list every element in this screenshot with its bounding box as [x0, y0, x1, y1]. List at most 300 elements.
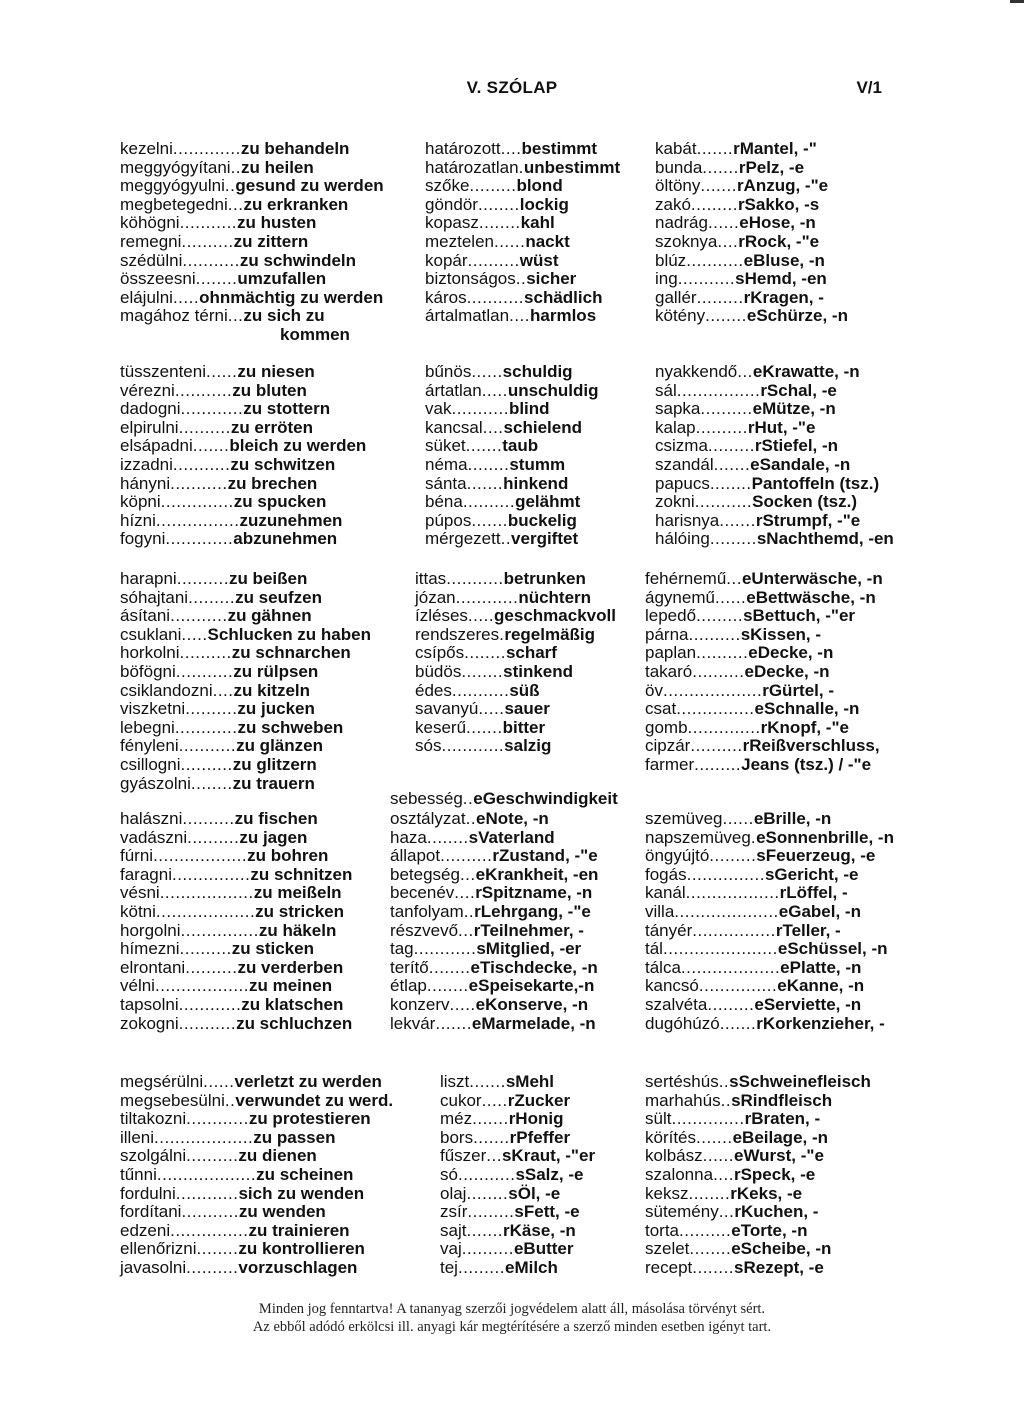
vocab-entry	[390, 866, 598, 885]
german-translation: rSchal, -e	[760, 380, 837, 400]
leader-dots: ....	[713, 1164, 734, 1184]
vocab-entry	[390, 810, 598, 829]
german-translation: eBettwäsche, -n	[746, 587, 876, 607]
leader-dots: ............	[180, 399, 244, 419]
leader-dots: ......	[722, 809, 754, 828]
hungarian-word: édes	[415, 680, 452, 700]
leader-dots: ........	[461, 661, 504, 681]
vocab-entry	[645, 1092, 871, 1111]
german-translation: rBraten, -	[744, 1109, 821, 1129]
leader-dots: ..........	[186, 1146, 239, 1166]
german-translation: zu brechen	[227, 473, 318, 493]
german-translation: eMütze, -n	[752, 399, 836, 419]
vocab-entry	[645, 1203, 871, 1222]
german-translation: schädlich	[524, 287, 603, 307]
german-translation: zu spucken	[233, 492, 327, 512]
leader-dots: .....	[181, 624, 208, 644]
hungarian-word: káros	[425, 287, 467, 307]
german-translation: sicher	[526, 269, 577, 289]
hungarian-word: szelet	[645, 1239, 690, 1259]
leader-dots: ...........	[181, 1202, 239, 1222]
hungarian-word: tüsszenteni	[120, 362, 206, 381]
leader-dots: ..................	[159, 883, 254, 903]
hungarian-word: vérezni	[120, 380, 175, 400]
leader-dots: ..........	[176, 569, 229, 588]
german-translation: zu bohren	[247, 846, 329, 866]
hungarian-word: ittas	[415, 569, 447, 588]
leader-dots: ...	[227, 194, 244, 214]
hungarian-word: tapsolni	[120, 994, 179, 1014]
vocab-entry	[425, 196, 620, 215]
vocab-entry	[390, 959, 598, 978]
hungarian-word: púpos	[425, 510, 472, 530]
hungarian-word: kezelni	[120, 139, 173, 158]
hungarian-word: tiltakozni	[120, 1109, 187, 1129]
hungarian-word: köpni	[120, 492, 161, 512]
leader-dots: .......	[469, 1072, 506, 1091]
vocab-entry	[645, 682, 883, 701]
leader-dots: .......	[696, 1127, 733, 1147]
vocab-entry	[645, 589, 883, 608]
vocab-entry	[120, 475, 366, 494]
vocab-entry	[120, 977, 352, 996]
vocab-entry	[120, 940, 352, 959]
vocab-entry	[440, 1185, 595, 1204]
vocab-entry	[440, 1092, 595, 1111]
leader-dots: .....	[481, 1090, 508, 1110]
hungarian-word: olaj	[440, 1183, 467, 1203]
hungarian-word: kalap	[655, 417, 696, 437]
german-translation: rRock, -"e	[738, 231, 820, 251]
vocab-entry	[440, 1073, 595, 1092]
hungarian-word: elájulni	[120, 287, 173, 307]
hungarian-word: öngyújtó	[645, 846, 710, 866]
hungarian-word: elpirulni	[120, 417, 179, 437]
german-translation: blind	[508, 399, 550, 419]
vocab-entry	[120, 196, 384, 215]
german-translation: sKraut, -"er	[501, 1146, 596, 1166]
leader-dots: ....	[212, 680, 234, 700]
german-translation: eGabel, -n	[778, 901, 861, 921]
leader-dots: ...........	[170, 606, 228, 626]
hungarian-word: szemüveg	[645, 809, 723, 828]
german-translation: rHut, -"e	[747, 417, 816, 437]
german-translation: zu zittern	[233, 231, 309, 251]
german-translation: zu erkranken	[243, 194, 349, 214]
hungarian-word: illeni	[120, 1127, 155, 1147]
vocab-entry	[645, 810, 894, 829]
hungarian-word: harapni	[120, 569, 177, 588]
german-translation: rMantel, -"	[733, 139, 817, 158]
vocab-entry	[120, 140, 384, 159]
german-translation: zu stricken	[255, 901, 344, 921]
vocab-entry	[120, 1166, 393, 1185]
leader-dots: ...........	[174, 380, 233, 400]
vocab-entry	[390, 922, 598, 941]
leader-dots: ..........	[187, 827, 240, 847]
leader-dots: .....	[172, 287, 200, 307]
vocab-entry	[120, 307, 384, 326]
vocab-entry	[645, 756, 883, 775]
german-translation: eBrille, -n	[753, 809, 832, 828]
german-translation: zu meinen	[249, 976, 333, 996]
german-translation: sFett, -e	[514, 1202, 580, 1222]
hungarian-word: hányni	[120, 473, 171, 493]
hungarian-word: étlap	[390, 976, 427, 996]
german-translation: rKeks, -e	[730, 1183, 803, 1203]
german-translation: vergiftet	[511, 529, 579, 549]
german-translation: süß	[509, 680, 540, 700]
hungarian-word: ellenőrizni	[120, 1239, 197, 1259]
leader-dots: ...........	[172, 454, 231, 474]
leader-dots: ..........	[696, 643, 749, 663]
hungarian-word: remegni	[120, 231, 182, 251]
leader-dots: ................	[676, 380, 761, 400]
german-translation: verwundet zu werd.	[235, 1090, 394, 1110]
german-translation: unschuldig	[507, 380, 599, 400]
vocab-entry	[425, 456, 599, 475]
german-translation: eSpeisekarte,-n	[468, 976, 595, 996]
hungarian-word: fogyni	[120, 529, 166, 549]
german-translation: harmlos	[530, 306, 597, 326]
german-translation: zu schnitzen	[250, 864, 353, 884]
leader-dots: .......	[435, 1013, 472, 1033]
leader-dots: ....	[482, 417, 504, 437]
leader-dots: ..........	[690, 736, 743, 756]
leader-dots: ...	[459, 864, 476, 884]
hungarian-word: sebesség	[390, 789, 463, 808]
german-translation: geschmackvoll	[494, 606, 616, 626]
vocab-entry	[425, 140, 620, 159]
vocab-entry	[655, 493, 894, 512]
vocab-entry	[425, 233, 620, 252]
hungarian-word: marhahús	[645, 1090, 721, 1110]
leader-dots: .......	[472, 1109, 509, 1129]
hungarian-word: nyakkendő	[655, 362, 738, 381]
block-header-entry	[390, 790, 618, 809]
vocab-entry	[425, 437, 599, 456]
vocab-entry	[645, 940, 894, 959]
vocab-entry	[120, 884, 352, 903]
leader-dots: ...	[458, 920, 474, 940]
hungarian-word: lepedő	[645, 606, 697, 626]
german-translation: schielend	[503, 417, 582, 437]
vocab-entry	[120, 866, 352, 885]
vocab-entry	[415, 682, 616, 701]
leader-dots: ........	[467, 454, 510, 474]
german-translation: stumm	[509, 454, 566, 474]
hungarian-word: tűnni	[120, 1164, 157, 1184]
leader-dots: ...	[737, 362, 753, 381]
german-translation: eKrankheit, -en	[475, 864, 599, 884]
leader-dots: .........	[457, 1257, 505, 1277]
german-translation: zu glitzern	[232, 754, 317, 774]
german-translation: eSandale, -n	[750, 454, 851, 474]
hungarian-word: zokni	[655, 492, 695, 512]
hungarian-word: fűszer	[440, 1146, 487, 1166]
hungarian-word: fordulni	[120, 1183, 176, 1203]
leader-dots: ..........	[181, 231, 234, 251]
vocab-entry	[645, 607, 883, 626]
german-translation: taub	[502, 436, 539, 456]
german-translation: zu schweben	[237, 717, 344, 737]
scan-edge-mark	[1010, 0, 1024, 3]
leader-dots: ..........	[180, 754, 233, 774]
hungarian-word: lebegni	[120, 717, 175, 737]
leader-dots: ..........	[185, 699, 238, 719]
leader-dots: ........	[195, 269, 238, 289]
german-translation: zu jucken	[237, 699, 315, 719]
german-translation: zu scheinen	[256, 1164, 354, 1184]
hungarian-word: zsír	[440, 1202, 468, 1222]
german-translation: zu trauern	[232, 773, 315, 793]
vocab-entry	[655, 177, 848, 196]
hungarian-word: osztályzat	[390, 809, 466, 828]
leader-dots: ...........	[170, 473, 228, 493]
vocab-entry	[390, 790, 618, 809]
german-translation: zu kontrollieren	[238, 1239, 365, 1259]
leader-dots: ..............	[687, 717, 761, 737]
leader-dots: ....................	[674, 901, 779, 921]
vocab-column-1-1	[120, 140, 384, 345]
leader-dots: ............	[175, 1183, 239, 1203]
german-translation: eScheibe, -n	[731, 1239, 832, 1259]
vocab-entry	[120, 419, 366, 438]
leader-dots: ...	[227, 306, 244, 326]
hungarian-word: ing	[655, 269, 678, 289]
german-translation: rAnzug, -"e	[736, 176, 829, 196]
hungarian-word: recept	[645, 1257, 693, 1277]
german-translation: eHose, -n	[739, 213, 816, 233]
hungarian-word: javasolni	[120, 1257, 187, 1277]
hungarian-word: hízni	[120, 510, 156, 530]
german-translation: rGürtel, -	[762, 680, 835, 700]
leader-dots: ...................	[680, 957, 781, 977]
leader-dots: ...............	[698, 976, 778, 996]
hungarian-word: fehérnemű	[645, 569, 727, 588]
vocab-entry	[120, 1073, 393, 1092]
vocab-column-3-3	[645, 570, 883, 775]
hungarian-word: vélni	[120, 976, 155, 996]
leader-dots: ................	[155, 510, 240, 530]
hungarian-word: horkolni	[120, 643, 180, 663]
vocab-entry	[390, 977, 598, 996]
vocab-entry	[655, 456, 894, 475]
vocab-entry	[390, 884, 598, 903]
hungarian-word: villa	[645, 901, 675, 921]
vocab-entry	[645, 1185, 871, 1204]
leader-dots: ...........	[178, 736, 237, 756]
german-translation: zu glänzen	[236, 736, 323, 756]
vocab-entry	[425, 419, 599, 438]
vocab-entry	[655, 159, 848, 178]
leader-dots: ..	[718, 1072, 730, 1091]
hungarian-word: takaró	[645, 661, 693, 681]
hungarian-word: cipzár	[645, 736, 691, 756]
leader-dots: .	[499, 624, 505, 644]
leader-dots: .........	[707, 436, 755, 456]
leader-dots: .........	[696, 606, 744, 626]
hungarian-word: tányér	[645, 920, 693, 940]
vocab-entry	[120, 1259, 393, 1278]
vocab-entry	[120, 1147, 393, 1166]
leader-dots: ...........	[694, 492, 753, 512]
hungarian-word: köhögni	[120, 213, 180, 233]
german-translation: regelmäßig	[504, 624, 596, 644]
leader-dots: ..	[462, 789, 474, 808]
leader-dots: .......	[719, 510, 756, 530]
vocab-entry	[120, 682, 371, 701]
vocab-entry	[120, 700, 371, 719]
vocab-entry	[120, 1110, 393, 1129]
hungarian-word: sült	[645, 1109, 672, 1129]
vocab-entry	[645, 1259, 871, 1278]
hungarian-word: faragni	[120, 864, 172, 884]
vocab-entry	[120, 1185, 393, 1204]
vocab-entry	[645, 1129, 871, 1148]
hungarian-word: sütemény	[645, 1202, 719, 1222]
hungarian-word: ágynemű	[645, 587, 715, 607]
hungarian-word: vaj	[440, 1239, 462, 1259]
vocab-entry	[645, 866, 894, 885]
hungarian-word: hálóing	[655, 529, 710, 549]
vocab-entry	[120, 922, 352, 941]
vocab-entry	[440, 1110, 595, 1129]
german-translation: zu sich zu	[243, 306, 325, 326]
leader-dots: ...........	[446, 569, 504, 588]
vocab-entry	[120, 756, 371, 775]
german-translation: ohnmächtig zu werden	[199, 287, 384, 307]
german-translation: Jeans (tsz.) / -"e	[741, 754, 872, 774]
vocab-entry	[655, 214, 848, 233]
hungarian-word: betegség	[390, 864, 460, 884]
hungarian-word: állapot	[390, 846, 441, 866]
hungarian-word: sajt	[440, 1220, 467, 1240]
leader-dots: ..........	[692, 661, 745, 681]
leader-dots: ......	[714, 587, 747, 607]
hungarian-word: kötni	[120, 901, 156, 921]
leader-dots: ..	[230, 157, 242, 177]
leader-dots: ....	[454, 883, 476, 903]
german-translation: kahl	[520, 213, 555, 233]
german-translation: eUnterwäsche, -n	[741, 569, 883, 588]
vocab-entry	[120, 607, 371, 626]
leader-dots: ...........	[457, 1164, 516, 1184]
german-translation: zu sticken	[231, 939, 314, 959]
leader-dots: ..........	[179, 939, 232, 959]
leader-dots: ..	[463, 901, 475, 921]
leader-dots: ...........	[686, 250, 744, 270]
german-translation: eBluse, -n	[743, 250, 825, 270]
leader-dots: ..........	[179, 643, 232, 663]
german-translation: rKorkenzieher, -	[756, 1013, 885, 1033]
vocab-entry	[655, 252, 848, 271]
german-translation: lockig	[519, 194, 569, 214]
leader-dots: ........	[688, 1183, 731, 1203]
german-translation: hinkend	[503, 473, 569, 493]
vocab-entry	[390, 847, 598, 866]
german-translation: kommen	[280, 324, 350, 344]
hungarian-word: terítő	[390, 957, 429, 977]
vocab-entry	[120, 400, 366, 419]
german-translation: eButter	[513, 1239, 574, 1259]
vocab-entry	[655, 270, 848, 289]
leader-dots: ......	[471, 362, 503, 381]
vocab-entry	[645, 719, 883, 738]
hungarian-word: béna	[425, 492, 463, 512]
leader-dots: .....	[467, 606, 495, 626]
german-translation: zu verderben	[237, 957, 344, 977]
leader-dots: ...............	[686, 864, 765, 884]
hungarian-word: bors	[440, 1127, 474, 1147]
german-translation: zu dienen	[238, 1146, 317, 1166]
vocab-entry	[120, 810, 352, 829]
german-translation: sVaterland	[468, 827, 555, 847]
vocab-entry	[120, 626, 371, 645]
vocab-entry	[645, 996, 894, 1015]
leader-dots: .........	[696, 287, 744, 307]
german-translation: zu schwitzen	[230, 454, 336, 474]
german-translation: betrunken	[503, 569, 586, 588]
hungarian-word: gyászolni	[120, 773, 191, 793]
vocab-entry	[415, 700, 616, 719]
copyright-line-2: Az ebből adódó erkölcsi ill. anyagi kár megtérítésére a szerző minden esetben igényt tart.	[252, 1319, 772, 1335]
leader-dots: ..........	[186, 1257, 239, 1277]
copyright-footer	[0, 1300, 1024, 1336]
hungarian-word: konzerv	[390, 994, 450, 1014]
hungarian-word: sertéshús	[645, 1072, 719, 1091]
leader-dots: .	[750, 827, 757, 847]
vocab-entry	[390, 940, 598, 959]
hungarian-word: fúrni	[120, 846, 154, 866]
hungarian-word: lekvár	[390, 1013, 436, 1033]
hungarian-word: papucs	[655, 473, 710, 493]
leader-dots: .....	[481, 380, 508, 400]
german-translation: rZustand, -"e	[492, 846, 598, 866]
vocab-entry	[120, 570, 371, 589]
german-translation: rSpeck, -e	[733, 1164, 816, 1184]
hungarian-word: nadrág	[655, 213, 708, 233]
leader-dots: ..........	[462, 492, 516, 512]
vocab-entry	[655, 419, 894, 438]
leader-dots: ........	[466, 1183, 509, 1203]
hungarian-word: gomb	[645, 717, 688, 737]
german-translation: nackt	[525, 231, 570, 251]
vocab-entry	[645, 1073, 871, 1092]
vocab-entry	[655, 363, 894, 382]
vocab-entry	[425, 363, 599, 382]
german-translation: zu behandeln	[240, 139, 350, 158]
leader-dots: ............	[413, 939, 477, 959]
vocab-entry	[645, 884, 894, 903]
vocab-entry	[120, 644, 371, 663]
vocab-column-4-1	[120, 810, 352, 1033]
german-translation: salzig	[504, 736, 552, 756]
german-translation: umzufallen	[237, 269, 327, 289]
vocab-entry	[425, 159, 620, 178]
hungarian-word: fogás	[645, 864, 687, 884]
hungarian-word: kancsal	[425, 417, 483, 437]
hungarian-word: süket	[425, 436, 466, 456]
leader-dots: ........	[428, 957, 471, 977]
leader-dots: .....	[478, 699, 505, 719]
german-translation: verletzt zu werden	[234, 1072, 382, 1091]
leader-dots: ........	[464, 643, 506, 663]
hungarian-word: szoknya	[655, 231, 718, 251]
leader-dots: ...	[718, 1202, 735, 1222]
hungarian-word: cukor	[440, 1090, 482, 1110]
hungarian-word: megbetegedni	[120, 194, 228, 214]
